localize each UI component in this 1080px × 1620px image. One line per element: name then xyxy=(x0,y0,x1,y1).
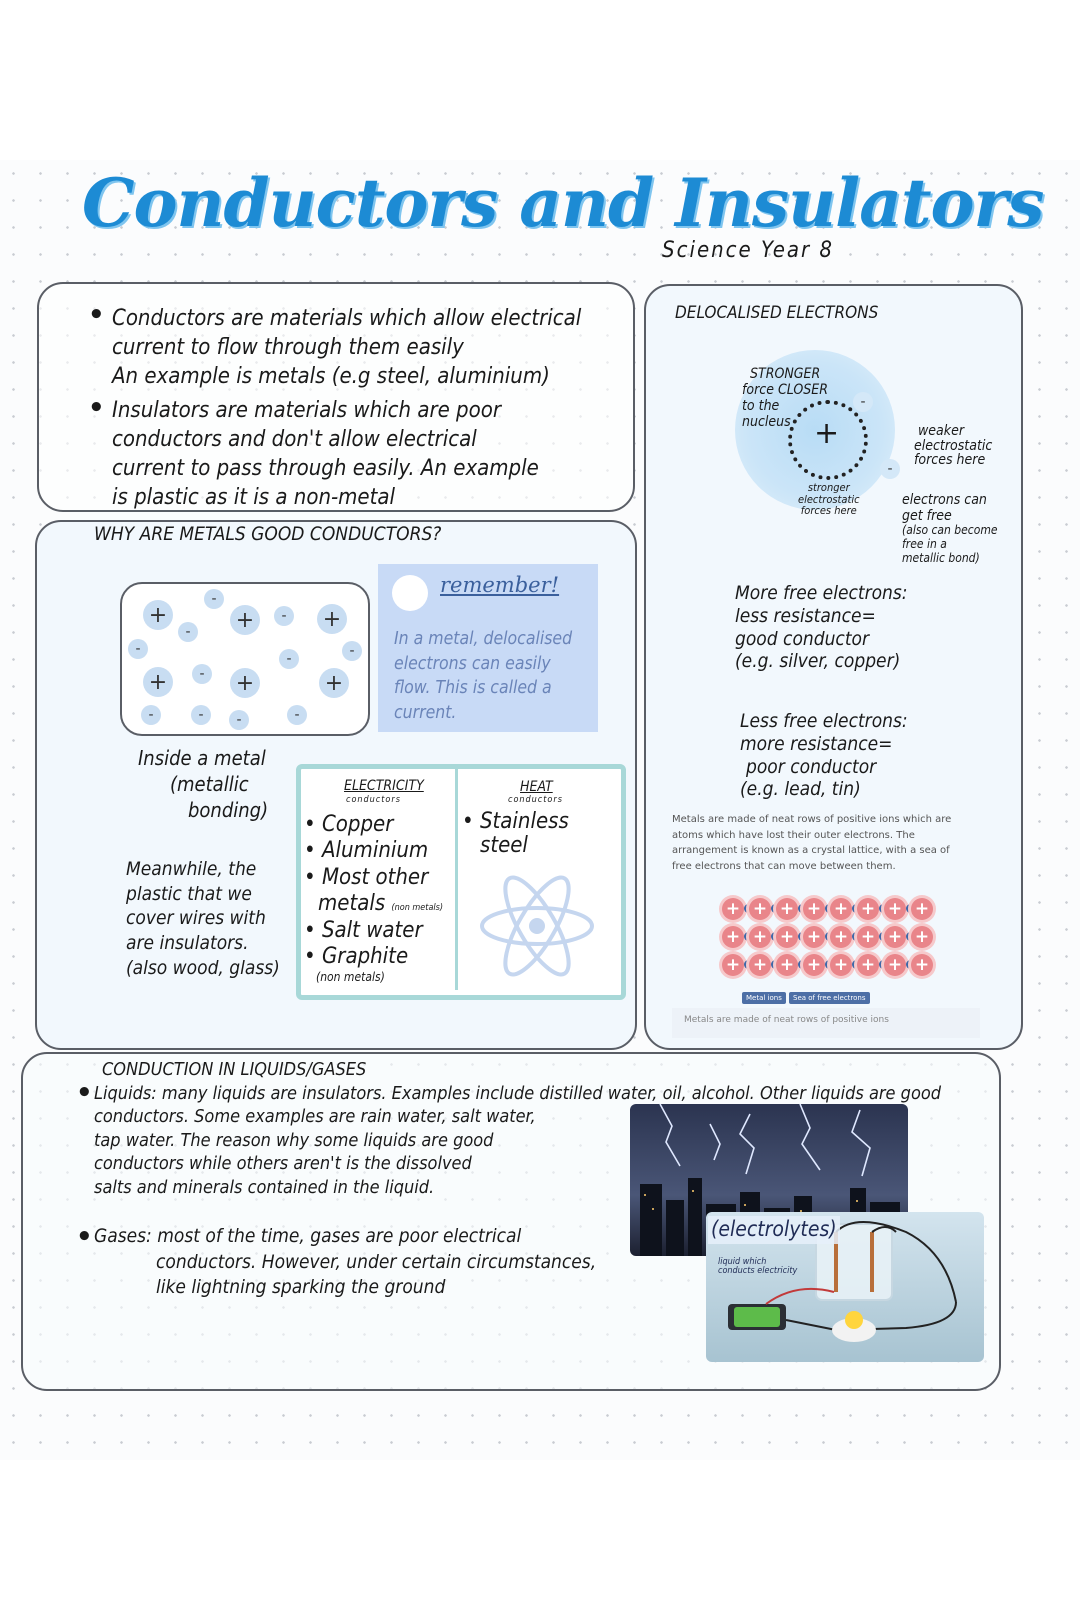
list-item: • Stainless xyxy=(462,809,569,834)
heat-title: HEAT xyxy=(520,779,553,795)
table-divider xyxy=(455,769,458,990)
lattice-ion: + xyxy=(803,898,825,920)
lattice-ion: + xyxy=(722,954,744,976)
lattice-ion: + xyxy=(911,926,933,948)
lattice-ion: + xyxy=(857,926,879,948)
lattice-description: Metals are made of neat rows of positive ions which are atoms which have lost their outer electrons. The arrangement is known as a crystal lattice, with a sea of free electrons that can move between them. xyxy=(672,814,952,872)
list-item: • Graphite xyxy=(304,943,409,969)
nucleus-icon: + xyxy=(814,416,840,451)
list-item: metals (non metals) xyxy=(318,891,444,917)
electron-icon: - xyxy=(229,710,249,730)
list-item: • Aluminium xyxy=(304,838,429,864)
ion-icon: + xyxy=(230,605,260,635)
conductors-definition: Conductors are materials which allow electrical current to flow through them easily An example is metals (e.g steel, aluminium) xyxy=(112,306,582,390)
lattice-ion: + xyxy=(803,926,825,948)
electrolytes-label: (electrolytes) xyxy=(708,1216,840,1244)
ion-icon: + xyxy=(319,668,349,698)
ion-icon: + xyxy=(143,600,173,630)
lattice-ion: + xyxy=(749,954,771,976)
ion-icon: + xyxy=(143,667,173,697)
lattice-ion: + xyxy=(776,898,798,920)
heat-subtitle: conductors xyxy=(508,795,563,805)
legend-metal-ions: Metal ions xyxy=(742,992,786,1004)
lattice-ion: + xyxy=(830,954,852,976)
electron-icon: - xyxy=(204,589,224,609)
insulators-definition: Insulators are materials which are poor conductors and don't allow electrical current to pass through easily. An example is plastic as it is a non-metal xyxy=(112,398,539,511)
bullet-icon: • xyxy=(88,393,105,423)
lattice-ion: + xyxy=(749,898,771,920)
remember-title: remember! xyxy=(440,573,560,597)
ion-icon: + xyxy=(230,668,260,698)
crystal-lattice-diagram xyxy=(722,898,942,980)
electricity-title: ELECTRICITY xyxy=(344,778,424,794)
lattice-ion: + xyxy=(857,954,879,976)
gases-text: Gases: most of the time, gases are poor electrical conductors. However, under certain circumstances, like lightning sparking the ground xyxy=(94,1225,597,1299)
stronger-force-label: STRONGER force CLOSER to the nucleus xyxy=(742,366,828,431)
electron-icon: - xyxy=(279,649,299,669)
electron-icon: - xyxy=(342,641,362,661)
list-item: • Most other xyxy=(304,864,429,890)
list-item: • Salt water xyxy=(304,917,423,943)
bullet-icon: • xyxy=(76,1078,93,1108)
lattice-ion: + xyxy=(722,926,744,948)
insulators-note: Meanwhile, the plastic that we cover wires with are insulators. (also wood, glass) xyxy=(126,858,280,979)
lattice-ion: + xyxy=(776,926,798,948)
lattice-ion: + xyxy=(722,898,744,920)
electron-icon: - xyxy=(287,705,307,725)
lattice-ion: + xyxy=(884,926,906,948)
lattice-ion: + xyxy=(830,898,852,920)
electron-icon: - xyxy=(191,705,211,725)
list-item: • Copper xyxy=(304,812,394,837)
liquids-text: Liquids: many liquids are insulators. Examples include distilled water, oil, alcohol. Other liquids are good conductors. Some examples are rain water, salt water, tap water. The reason why some liquids are good conductors while others aren't is the dissolved salts and minerals contained in the liquid. xyxy=(94,1083,942,1198)
lattice-ion: + xyxy=(749,926,771,948)
page-title: Conductors and Insulators xyxy=(82,164,1044,242)
electron-icon: - xyxy=(141,705,161,725)
electron-icon: - xyxy=(880,459,900,479)
metallic-bonding-caption: Inside a metal (metallic bonding) xyxy=(138,746,269,822)
atom-icon xyxy=(478,872,596,980)
less-free-note: Less free electrons: more resistance= poor conductor (e.g. lead, tin) xyxy=(740,710,908,801)
lattice-ion: + xyxy=(830,926,852,948)
lattice-caption: Metals are made of neat rows of positive ions xyxy=(684,1015,889,1025)
legend-sea-electrons: Sea of free electrons xyxy=(789,992,870,1004)
electricity-subtitle: conductors xyxy=(346,795,401,805)
electron-icon: - xyxy=(274,606,294,626)
stronger-electrostatic-label: stronger electrostatic forces here xyxy=(798,481,860,518)
remember-circle xyxy=(392,575,428,611)
ion-icon: + xyxy=(317,604,347,634)
list-item: steel xyxy=(480,833,528,859)
heat-list xyxy=(462,810,569,858)
lattice-ion: + xyxy=(911,898,933,920)
remember-text: In a metal, delocalised electrons can easily flow. This is called a current. xyxy=(394,629,573,723)
electron-icon: - xyxy=(853,392,873,412)
lattice-ion: + xyxy=(857,898,879,920)
liquids-heading: CONDUCTION IN LIQUIDS/GASES xyxy=(102,1059,367,1080)
electron-icon: - xyxy=(178,622,198,642)
electron-icon: - xyxy=(192,664,212,684)
electricity-list: • Copper • Aluminium • Most other metals (non metals) • Salt water • Graphite (non metals) xyxy=(304,812,444,985)
page-subtitle: Science Year 8 xyxy=(662,238,835,263)
weaker-label: weaker electrostatic forces here xyxy=(914,423,993,469)
lattice-ion: + xyxy=(884,954,906,976)
metals-heading: WHY ARE METALS GOOD CONDUCTORS? xyxy=(94,523,442,545)
lattice-ion: + xyxy=(911,954,933,976)
more-free-note: More free electrons: less resistance= good conductor (e.g. silver, copper) xyxy=(735,582,908,673)
bullet-icon: • xyxy=(88,300,105,330)
lattice-ion: + xyxy=(776,954,798,976)
electron-icon: - xyxy=(128,639,148,659)
bullet-icon: • xyxy=(76,1222,93,1252)
delocalised-heading: DELOCALISED ELECTRONS xyxy=(675,303,879,323)
free-electrons-label: electrons can get free (also can become free in a metallic bond) xyxy=(902,492,998,565)
lattice-ion: + xyxy=(803,954,825,976)
electrolytes-note: liquid which conducts electricity xyxy=(718,1257,798,1277)
lattice-ion: + xyxy=(884,898,906,920)
